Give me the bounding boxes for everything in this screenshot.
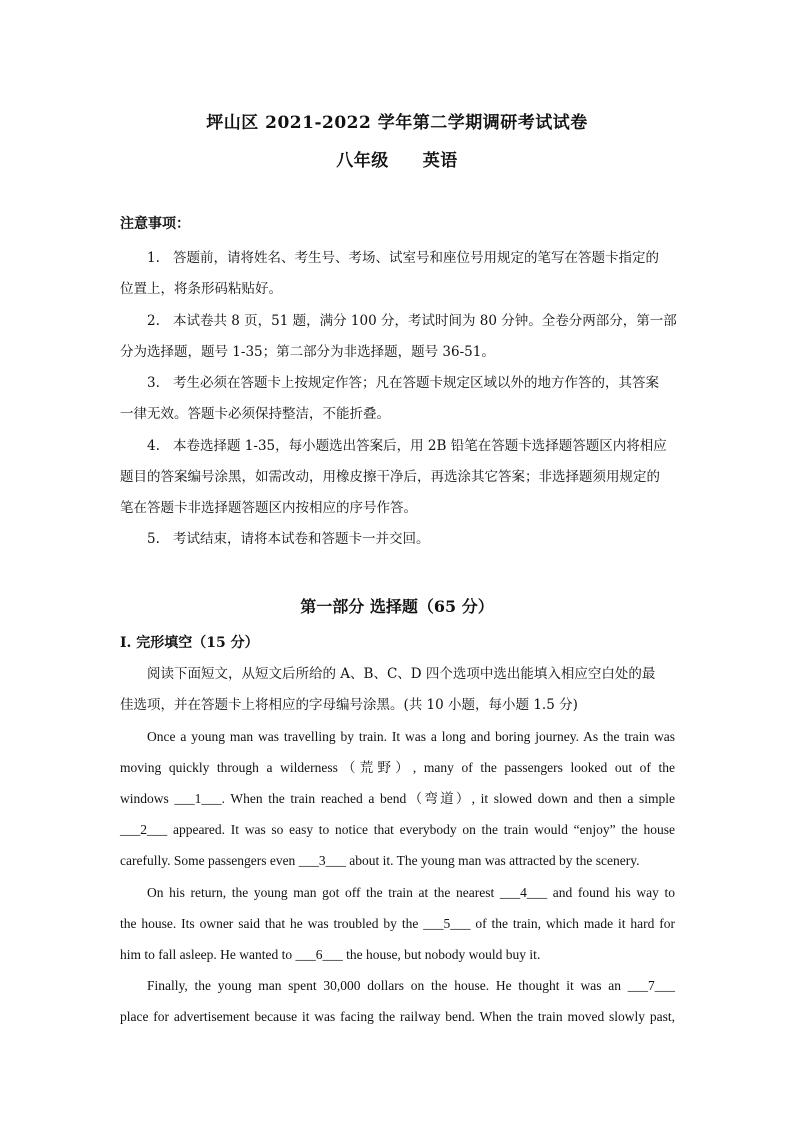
notice-item-number: 2. bbox=[147, 313, 160, 329]
notice-item-continuation: 题目的答案编号涂黑，如需改动，用橡皮擦干净后，再选涂其它答案；非选择题须用规定的 bbox=[120, 469, 660, 485]
notice-heading: 注意事项： bbox=[120, 216, 190, 232]
exam-title: 坪山区 2021-2022 学年第二学期调研考试试卷 bbox=[206, 113, 588, 133]
cloze-instructions-continuation: 佳选项，并在答题卡上将相应的字母编号涂黑。(共 10 小题，每小题 1.5 分) bbox=[120, 697, 578, 713]
notice-item-text: 答题前，请将姓名、考生号、考场、试室号和座位号用规定的笔写在答题卡指定的 bbox=[173, 250, 659, 266]
notice-item bbox=[147, 436, 675, 456]
grade-subject-line bbox=[0, 146, 794, 171]
notice-item-text: 考试结束，请将本试卷和答题卡一并交回。 bbox=[173, 531, 430, 547]
passage-line: the house. Its owner said that he was troubled by the ___5___ of the train, which made it hard for bbox=[120, 916, 675, 931]
part-one-title: 第一部分 选择题（65 分） bbox=[300, 597, 494, 616]
notice-item-text: 本卷选择题 1-35，每小题选出答案后，用 2B 铅笔在答题卡选择题答题区内将相应 bbox=[173, 438, 667, 454]
passage-line: Finally, the young man spent 30,000 dollars on the house. He thought it was an ___7___ bbox=[147, 978, 675, 993]
notice-item-continuation: 笔在答题卡非选择题答题区内按相应的序号作答。 bbox=[120, 500, 417, 516]
passage-line: windows ___1___. When the train reached a bend（弯道）, it slowed down and then a simple bbox=[120, 791, 675, 806]
passage-line: place for advertisement because it was facing the railway bend. When the train moved slowly past, bbox=[120, 1009, 675, 1024]
notice-item-continuation: 一律无效。答题卡必须保持整洁，不能折叠。 bbox=[120, 406, 390, 422]
notice-item-text: 本试卷共 8 页，51 题，满分 100 分，考试时间为 80 分钟。全卷分两部分，第一部 bbox=[173, 313, 677, 329]
grade-label: 八年级 bbox=[336, 151, 389, 171]
notice-item-continuation: 位置上，将条形码粘贴好。 bbox=[120, 281, 282, 297]
notice-item bbox=[147, 311, 675, 331]
passage-line: Once a young man was travelling by train. It was a long and boring journey. As the train was bbox=[147, 729, 675, 744]
passage-line: him to fall asleep. He wanted to ___6___ the house, but nobody would buy it. bbox=[120, 947, 541, 962]
notice-item bbox=[147, 373, 675, 393]
passage-line: On his return, the young man got off the train at the nearest ___4___ and found his way to bbox=[147, 885, 675, 900]
cloze-instructions: 阅读下面短文，从短文后所给的 A、B、C、D 四个选项中选出能填入相应空白处的最 bbox=[147, 666, 656, 682]
passage-line: ___2___ appeared. It was so easy to notice that everybody on the train would “enjoy” the house bbox=[120, 822, 675, 837]
passage-line: moving quickly through a wilderness（荒野）, many of the passengers looked out of the bbox=[120, 760, 675, 775]
notice-item-number: 1. bbox=[147, 250, 160, 266]
subject-label: 英语 bbox=[422, 151, 458, 171]
cloze-section-heading: I. 完形填空（15 分） bbox=[120, 635, 259, 651]
notice-item-number: 4. bbox=[147, 438, 160, 454]
passage-line: carefully. Some passengers even ___3___ about it. The young man was attracted by the scenery. bbox=[120, 853, 640, 868]
notice-item-text: 考生必须在答题卡上按规定作答；凡在答题卡规定区域以外的地方作答的，其答案 bbox=[173, 375, 659, 391]
notice-item bbox=[147, 248, 675, 268]
notice-item-number: 5. bbox=[147, 531, 160, 547]
notice-item-continuation: 分为选择题，题号 1-35；第二部分为非选择题，题号 36-51。 bbox=[120, 344, 495, 360]
notice-item-number: 3. bbox=[147, 375, 160, 391]
notice-item bbox=[147, 529, 675, 549]
